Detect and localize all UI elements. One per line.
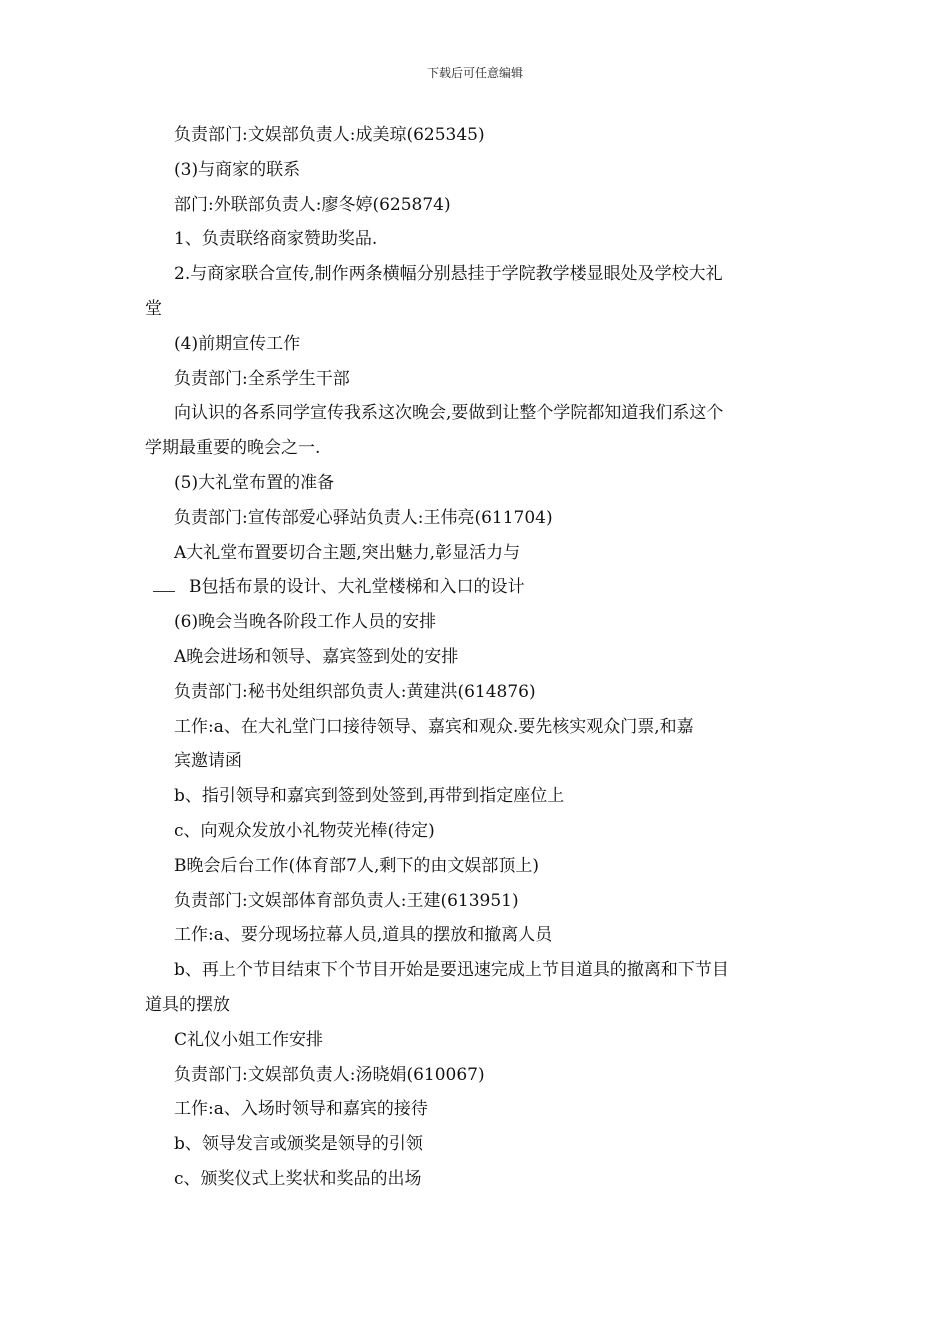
text-line (145, 466, 810, 501)
text-line-content: 工作:a、在大礼堂门口接待领导、嘉宾和观众.要先核实观众门票,和嘉 (174, 716, 694, 737)
text-line-content: b、指引领导和嘉宾到签到处签到,再带到指定座位上 (174, 786, 565, 807)
text-line-content: A晚会进场和领导、嘉宾签到处的安排 (174, 646, 459, 667)
text-line (145, 362, 810, 397)
text-line (145, 744, 810, 779)
text-line (145, 1092, 810, 1127)
text-line (145, 605, 810, 640)
text-line (145, 292, 810, 327)
text-line (145, 675, 810, 710)
text-line (145, 257, 810, 292)
text-line (145, 918, 810, 953)
document-body (145, 118, 810, 1197)
text-line-content: 负责部门:秘书处组织部负责人:黄建洪(614876) (174, 681, 536, 702)
text-line-content: 道具的摆放 (145, 994, 230, 1015)
text-line-content: 负责部门:文娱部负责人:汤晓娟(610067) (174, 1064, 485, 1085)
text-line-content: 堂 (145, 298, 162, 319)
text-line (145, 222, 810, 257)
text-line-content: 工作:a、入场时领导和嘉宾的接待 (174, 1099, 428, 1120)
text-line (145, 570, 810, 605)
text-line (145, 1058, 810, 1093)
text-line (145, 431, 810, 466)
text-line (145, 396, 810, 431)
text-line-content: c、颁奖仪式上奖状和奖品的出场 (174, 1168, 422, 1189)
text-line-content: (4)前期宣传工作 (174, 333, 301, 354)
text-line-content: (5)大礼堂布置的准备 (174, 472, 335, 493)
text-line (145, 501, 810, 536)
text-line-content: b、再上个节目结束下个节目开始是要迅速完成上节目道具的撤离和下节目 (174, 960, 729, 981)
text-line-content: 学期最重要的晚会之一. (145, 438, 321, 459)
text-line (145, 884, 810, 919)
text-line-content: B晚会后台工作(体育部7人,剩下的由文娱部顶上) (174, 855, 539, 876)
text-line (145, 188, 810, 223)
text-line (145, 640, 810, 675)
text-line-content: 负责部门:宣传部爱心驿站负责人:王伟亮(611704) (174, 507, 553, 528)
text-line (145, 1127, 810, 1162)
text-line-content: C礼仪小姐工作安排 (174, 1029, 324, 1050)
text-line (145, 1023, 810, 1058)
text-line-content: 宾邀请函 (174, 751, 242, 772)
text-line (145, 849, 810, 884)
text-line-content: 2.与商家联合宣传,制作两条横幅分别悬挂于学院教学楼显眼处及学校大礼 (174, 264, 723, 285)
text-line (145, 153, 810, 188)
text-line (145, 327, 810, 362)
text-line (145, 710, 810, 745)
text-line (145, 814, 810, 849)
text-line (145, 536, 810, 571)
text-line-content: 负责部门:文娱部负责人:成美琼(625345) (174, 125, 485, 145)
text-line-content: (3)与商家的联系 (174, 159, 301, 180)
text-line-content: 向认识的各系同学宣传我系这次晚会,要做到让整个学院都知道我们系这个 (174, 403, 724, 424)
text-line (145, 953, 810, 988)
text-line-content: 负责部门:文娱部体育部负责人:王建(613951) (174, 890, 519, 911)
text-line-content: c、向观众发放小礼物荧光棒(待定) (174, 820, 435, 841)
page-header: 下载后可任意编辑 (426, 66, 523, 80)
text-line-content: (6)晚会当晚各阶段工作人员的安排 (174, 612, 437, 633)
text-line (145, 988, 810, 1023)
text-line-content: 部门:外联部负责人:廖冬婷(625874) (174, 194, 451, 215)
text-line-content: 1、负责联络商家赞助奖品. (174, 229, 378, 250)
text-line (145, 779, 810, 814)
text-line-content: B包括布景的设计、大礼堂楼梯和入口的设计 (189, 577, 525, 598)
text-line-content: 工作:a、要分现场拉幕人员,道具的摆放和撤离人员 (174, 925, 553, 946)
text-line-content: b、领导发言或颁奖是领导的引领 (174, 1134, 423, 1155)
text-line-content: A大礼堂布置要切合主题,突出魅力,彰显活力与 (174, 542, 521, 563)
blank-underline (153, 579, 175, 592)
text-line (145, 1162, 810, 1197)
text-line (145, 118, 810, 153)
text-line-content: 负责部门:全系学生干部 (174, 368, 350, 389)
